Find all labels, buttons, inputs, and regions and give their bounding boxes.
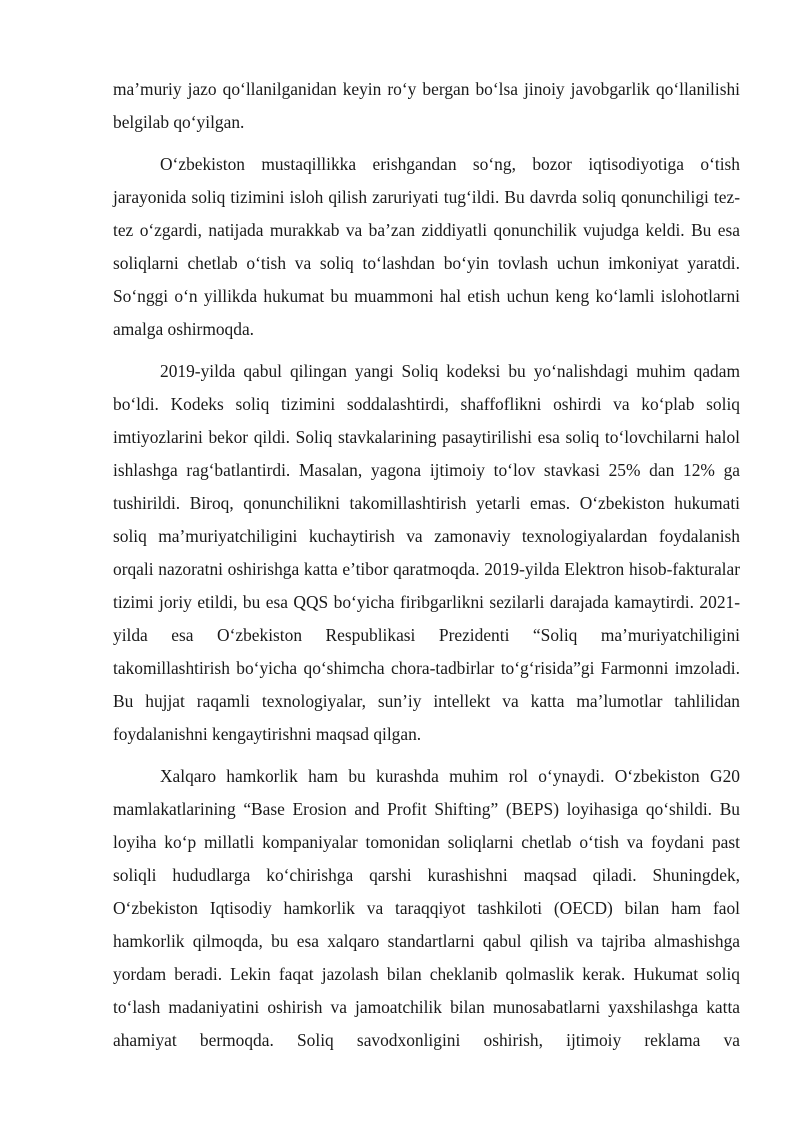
paragraph-1: ma’muriy jazo qo‘llanilganidan keyin ro‘y bergan bo‘lsa jinoiy javobgarlik qo‘llanilishi belgilab qo‘yilgan. — [113, 79, 740, 132]
document-page — [113, 73, 740, 1057]
paragraph-3: 2019-yilda qabul qilingan yangi Soliq kodeksi bu yo‘nalishdagi muhim qadam bo‘ldi. Kodeks soliq tizimini soddalashtirdi, shaffoflikni oshirdi va ko‘plab soliq imtiyozlarini bekor qildi. Soliq stavkalarining pasaytirilishi esa soliq to‘lovchilarni halol ishlashga rag‘batlantirdi. Masalan, yagona ijtimoiy to‘lov stavkasi 25% dan 12% ga tushirildi. Biroq, qonunchilikni takomillashtirish yetarli emas. O‘zbekiston hukumati soliq ma’muriyatchiligini kuchaytirish va zamonaviy texnologiyalardan foydalanish orqali nazoratni oshirishga katta e’tibor qaratmoqda. 2019-yilda Elektron hisob-fakturalar tizimi joriy etildi, bu esa QQS bo‘yicha firibgarlikni sezilarli darajada kamaytirdi. 2021-yilda esa O‘zbekiston Respublikasi Prezidenti “Soliq ma’muriyatchiligini takomillashtirish bo‘yicha qo‘shimcha chora-tadbirlar to‘g‘risida”gi Farmonni imzoladi. Bu hujjat raqamli texnologiyalar, sun’iy intellekt va katta ma’lumotlar tahlilidan foydalanishni kengaytirishni maqsad qilgan. — [113, 361, 740, 744]
paragraph-4: Xalqaro hamkorlik ham bu kurashda muhim rol o‘ynaydi. O‘zbekiston G20 mamlakatlarining “Base Erosion and Profit Shifting” (BEPS) loyihasiga qo‘shildi. Bu loyiha ko‘p millatli kompaniyalar tomonidan soliqlarni chetlab o‘tish va foydani past soliqli hududlarga ko‘chirishga qarshi kurashishni maqsad qiladi. Shuningdek, O‘zbekiston Iqtisodiy hamkorlik va taraqqiyot tashkiloti (OECD) bilan ham faol hamkorlik qilmoqda, bu esa xalqaro standartlarni qabul qilish va tajriba almashishga yordam beradi. Lekin faqat jazolash bilan cheklanib qolmaslik kerak. Hukumat soliq to‘lash madaniyatini oshirish va jamoatchilik bilan munosabatlarni yaxshilashga katta ahamiyat bermoqda. Soliq savodxonligini oshirish, ijtimoiy reklama va — [113, 766, 740, 1050]
paragraph-2: O‘zbekiston mustaqillikka erishgandan so‘ng, bozor iqtisodiyotiga o‘tish jarayonida soliq tizimini isloh qilish zaruriyati tug‘ildi. Bu davrda soliq qonunchiligi tez-tez o‘zgardi, natijada murakkab va ba’zan ziddiyatli qonunchilik vujudga keldi. Bu esa soliqlarni chetlab o‘tish va soliq to‘lashdan bo‘yin tovlash uchun imkoniyat yaratdi. So‘nggi o‘n yillikda hukumat bu muammoni hal etish uchun keng ko‘lamli islohotlarni amalga oshirmoqda. — [113, 154, 740, 339]
